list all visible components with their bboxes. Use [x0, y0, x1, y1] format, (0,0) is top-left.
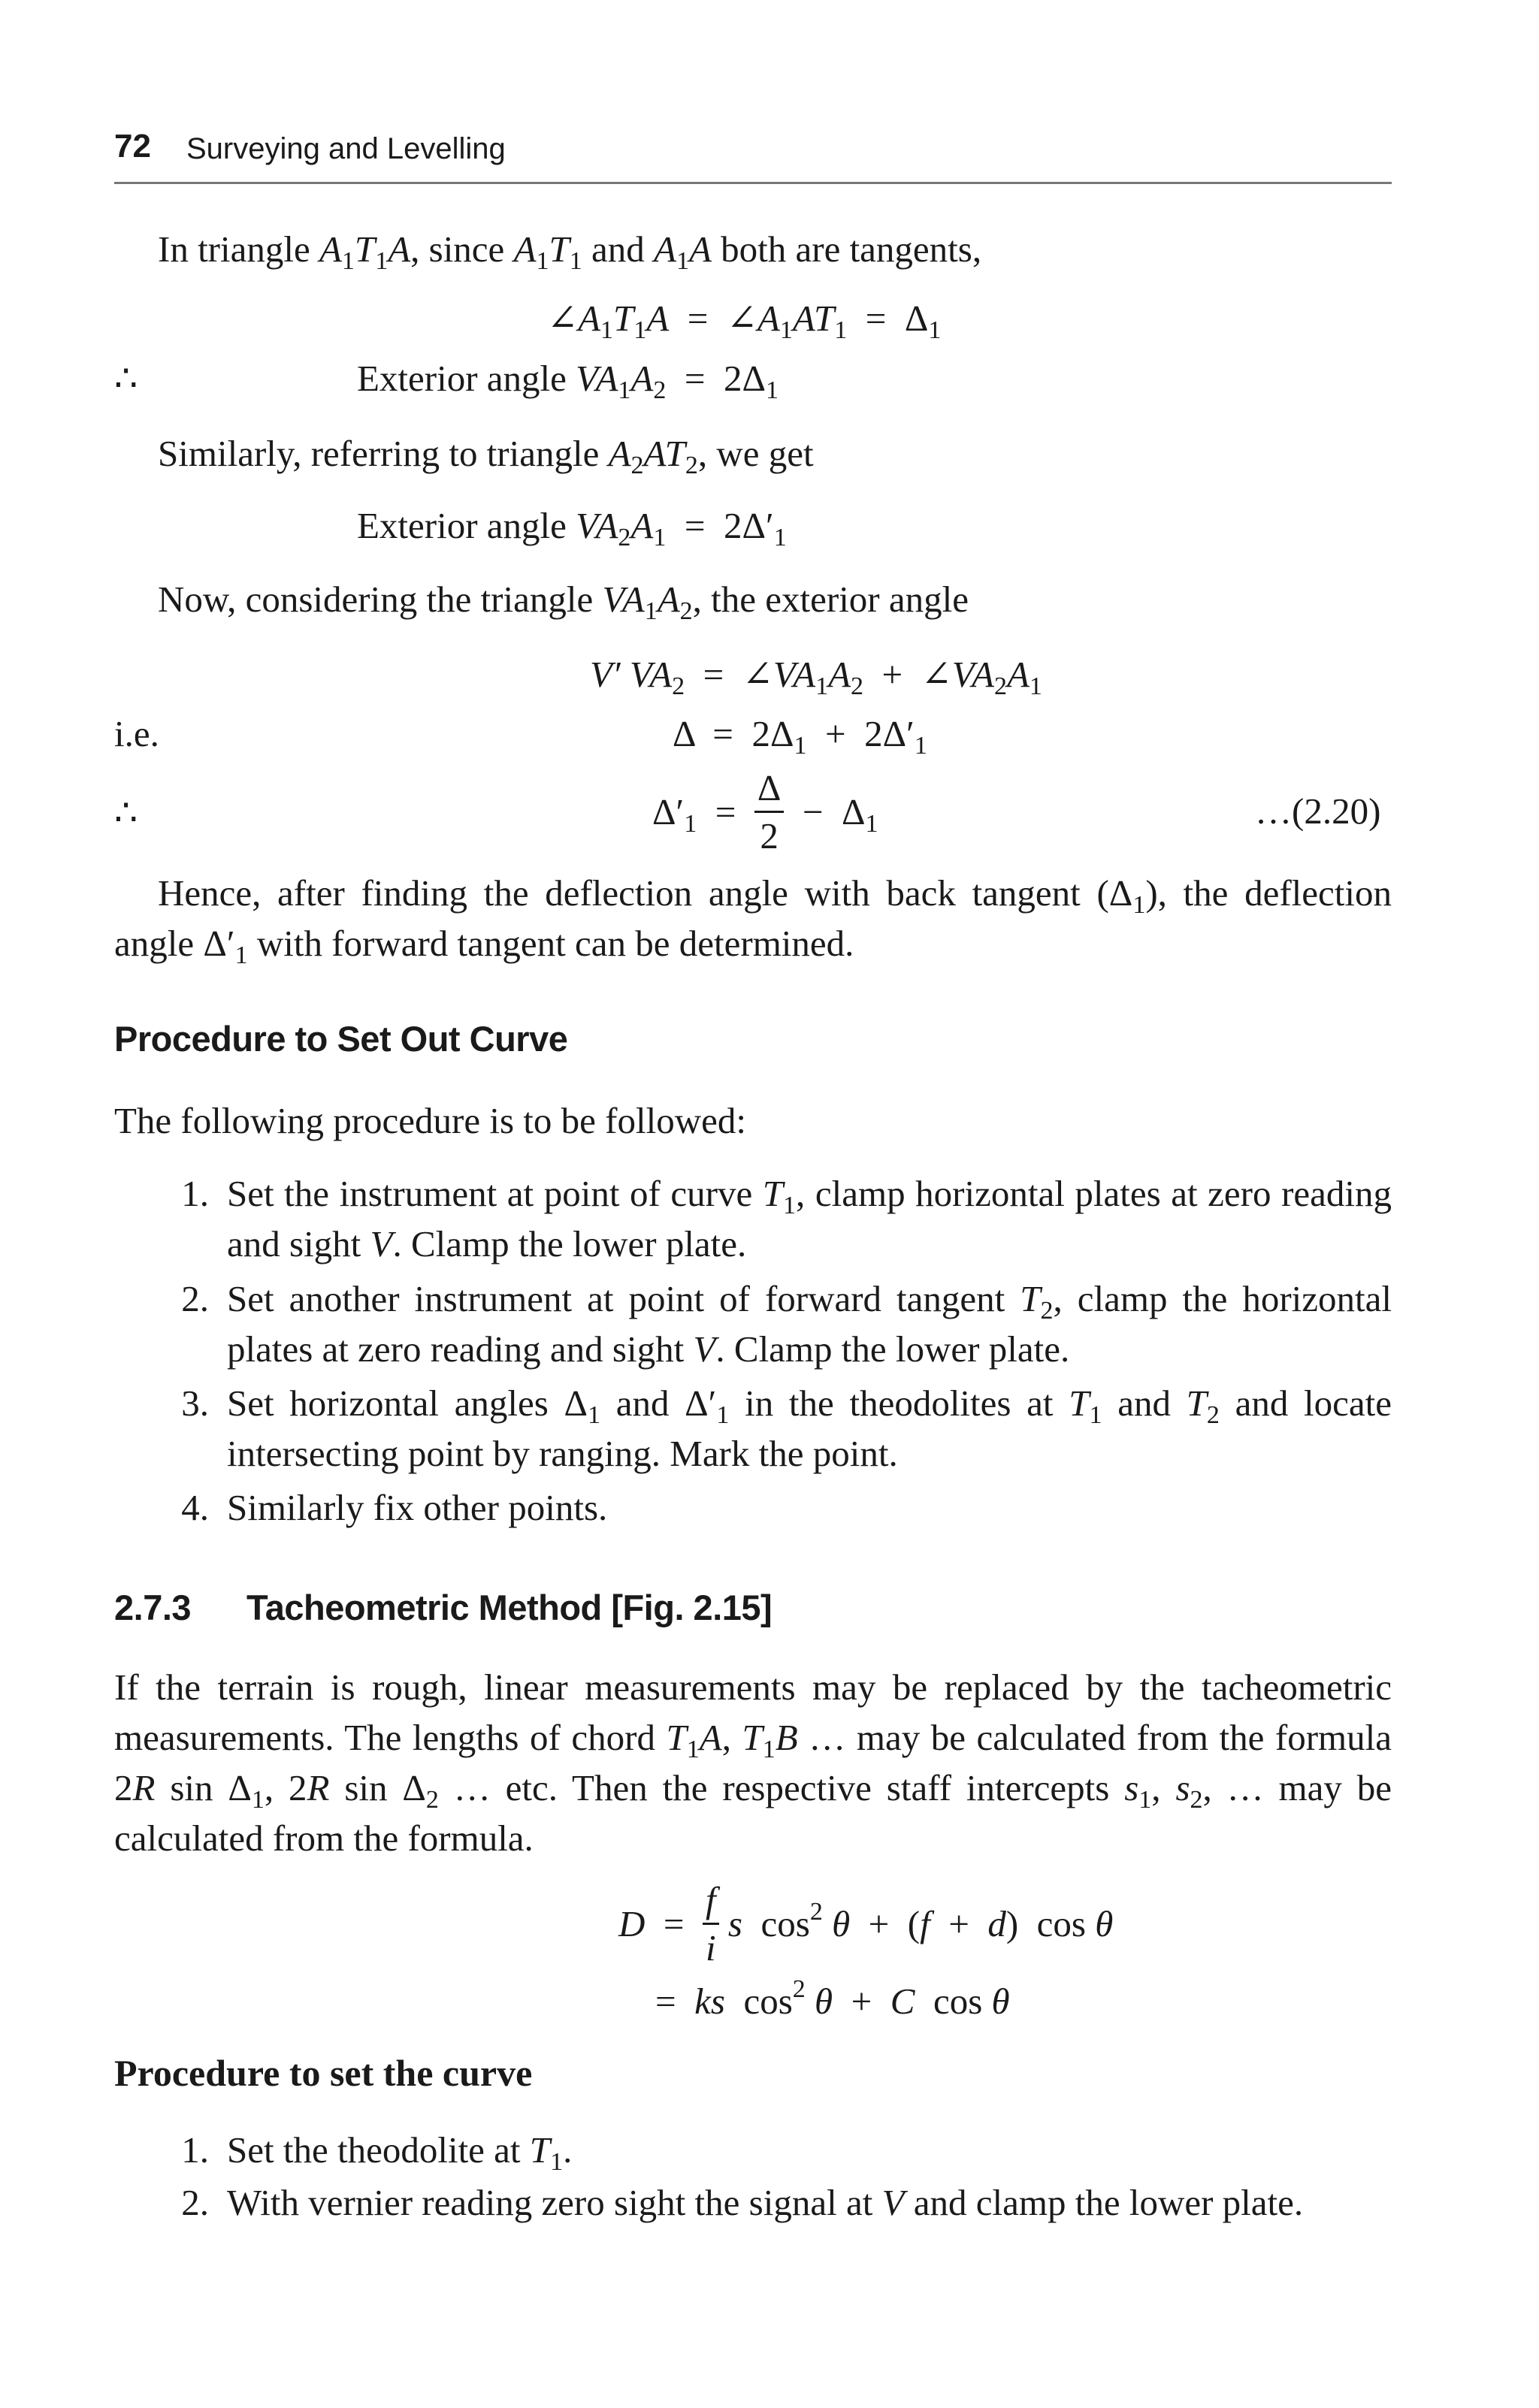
list-item: Set the theodolite at $T_1$.: [227, 2129, 573, 2176]
therefore-symbol-2: ∴: [114, 792, 138, 833]
list-item: Set another instrument at point of forward tangent $T_2$, clamp the horizontal plates at zero reading and sight V. Clamp the lower plate.: [227, 1278, 1392, 1370]
now-line: Now, considering the triangle $VA_1A_2$, the exterior angle: [158, 579, 969, 625]
list-item-number: 2.: [181, 2182, 209, 2223]
equation-exterior-angle-sum: V′ $VA_2$ = $\angle VA_1A_2$ + $\angle VA_2A_1$: [590, 654, 1042, 700]
page-number: 72: [114, 128, 151, 165]
equation-tacheometric-distance: D = $\frac{f}{i}$ s $\cos^2 \theta + (f + d)$ cos θ: [618, 1878, 1114, 1968]
list-item: Similarly fix other points.: [227, 1487, 608, 1528]
hence-paragraph: Hence, after finding the deflection angle with back tangent $(\Delta_1)$, the deflection angle $\Delta'_1$ with forward tangent can be determined.: [114, 872, 1392, 969]
equation-exterior-angle-1: Exterior angle $VA_1A_2 = 2\Delta_1$: [357, 358, 779, 404]
section-heading-tacheometric: Tacheometric Method [Fig. 2.15]: [246, 1588, 773, 1627]
equation-exterior-angle-2: Exterior angle $VA_2A_1 = 2\Delta'_1$: [357, 505, 787, 551]
section-heading-procedure: Procedure to Set Out Curve: [114, 1019, 568, 1059]
equation-tacheometric-simplified: = ks $\cos^2 \theta + C$ cos θ: [655, 1975, 1010, 2022]
list-item-number: 2.: [181, 1278, 209, 1319]
equation-delta-sum: $\Delta = 2\Delta_1 + 2\Delta'_1$: [673, 713, 927, 760]
equation-number-2-20: …(2.20): [1255, 790, 1381, 832]
list-item: Set the instrument at point of curve $T_1$, clamp horizontal plates at zero reading and sight V. Clamp the lower plate.: [227, 1173, 1392, 1264]
list-item-number: 4.: [181, 1487, 209, 1528]
intro-line: In triangle $A_1T_1A$, since $A_1T_1$ and $A_1A$ both are tangents,: [158, 228, 982, 275]
running-title: Surveying and Levelling: [186, 132, 506, 165]
procedure-intro: The following procedure is to be followed:: [114, 1100, 746, 1141]
therefore-symbol: ∴: [114, 358, 138, 399]
similarly-line: Similarly, referring to triangle $A_2AT_2$, we get: [158, 433, 814, 479]
list-item: Set horizontal angles $\Delta_1$ and $\Delta'_1$ in the theodolites at $T_1$ and $T_2$ and locate intersecting point by ranging. Mark the point.: [227, 1382, 1392, 1474]
section-heading-set-curve: Procedure to set the curve: [114, 2052, 533, 2094]
list-item-number: 1.: [181, 2129, 209, 2171]
list-item-number: 3.: [181, 1382, 209, 1424]
equation-angle-tangents: $\angle A_1T_1A$ = $\angle A_1AT_1 = \Delta_1$: [547, 298, 942, 344]
header-rule: [114, 182, 1392, 184]
list-item: With vernier reading zero sight the signal at V and clamp the lower plate.: [227, 2182, 1304, 2223]
tacheometric-paragraph: If the terrain is rough, linear measurements may be replaced by the tacheometric measurements. The lengths of chord $T_1A$, $T_1B$ … may be calculated from the formula 2R $\sin \Delta_1$, 2R $\sin \Delta_2$ … etc. Then the respective staff intercepts $s_1$, $s_2$, … may be calculated from the formula.: [114, 1666, 1392, 1859]
equation-delta-prime: $\Delta'_1$ = $\frac{\Delta}{2}$ − $\Delta_1$: [652, 766, 878, 857]
section-number: 2.7.3: [114, 1588, 192, 1627]
ie-label: i.e.: [114, 713, 159, 754]
list-item-number: 1.: [181, 1173, 209, 1214]
